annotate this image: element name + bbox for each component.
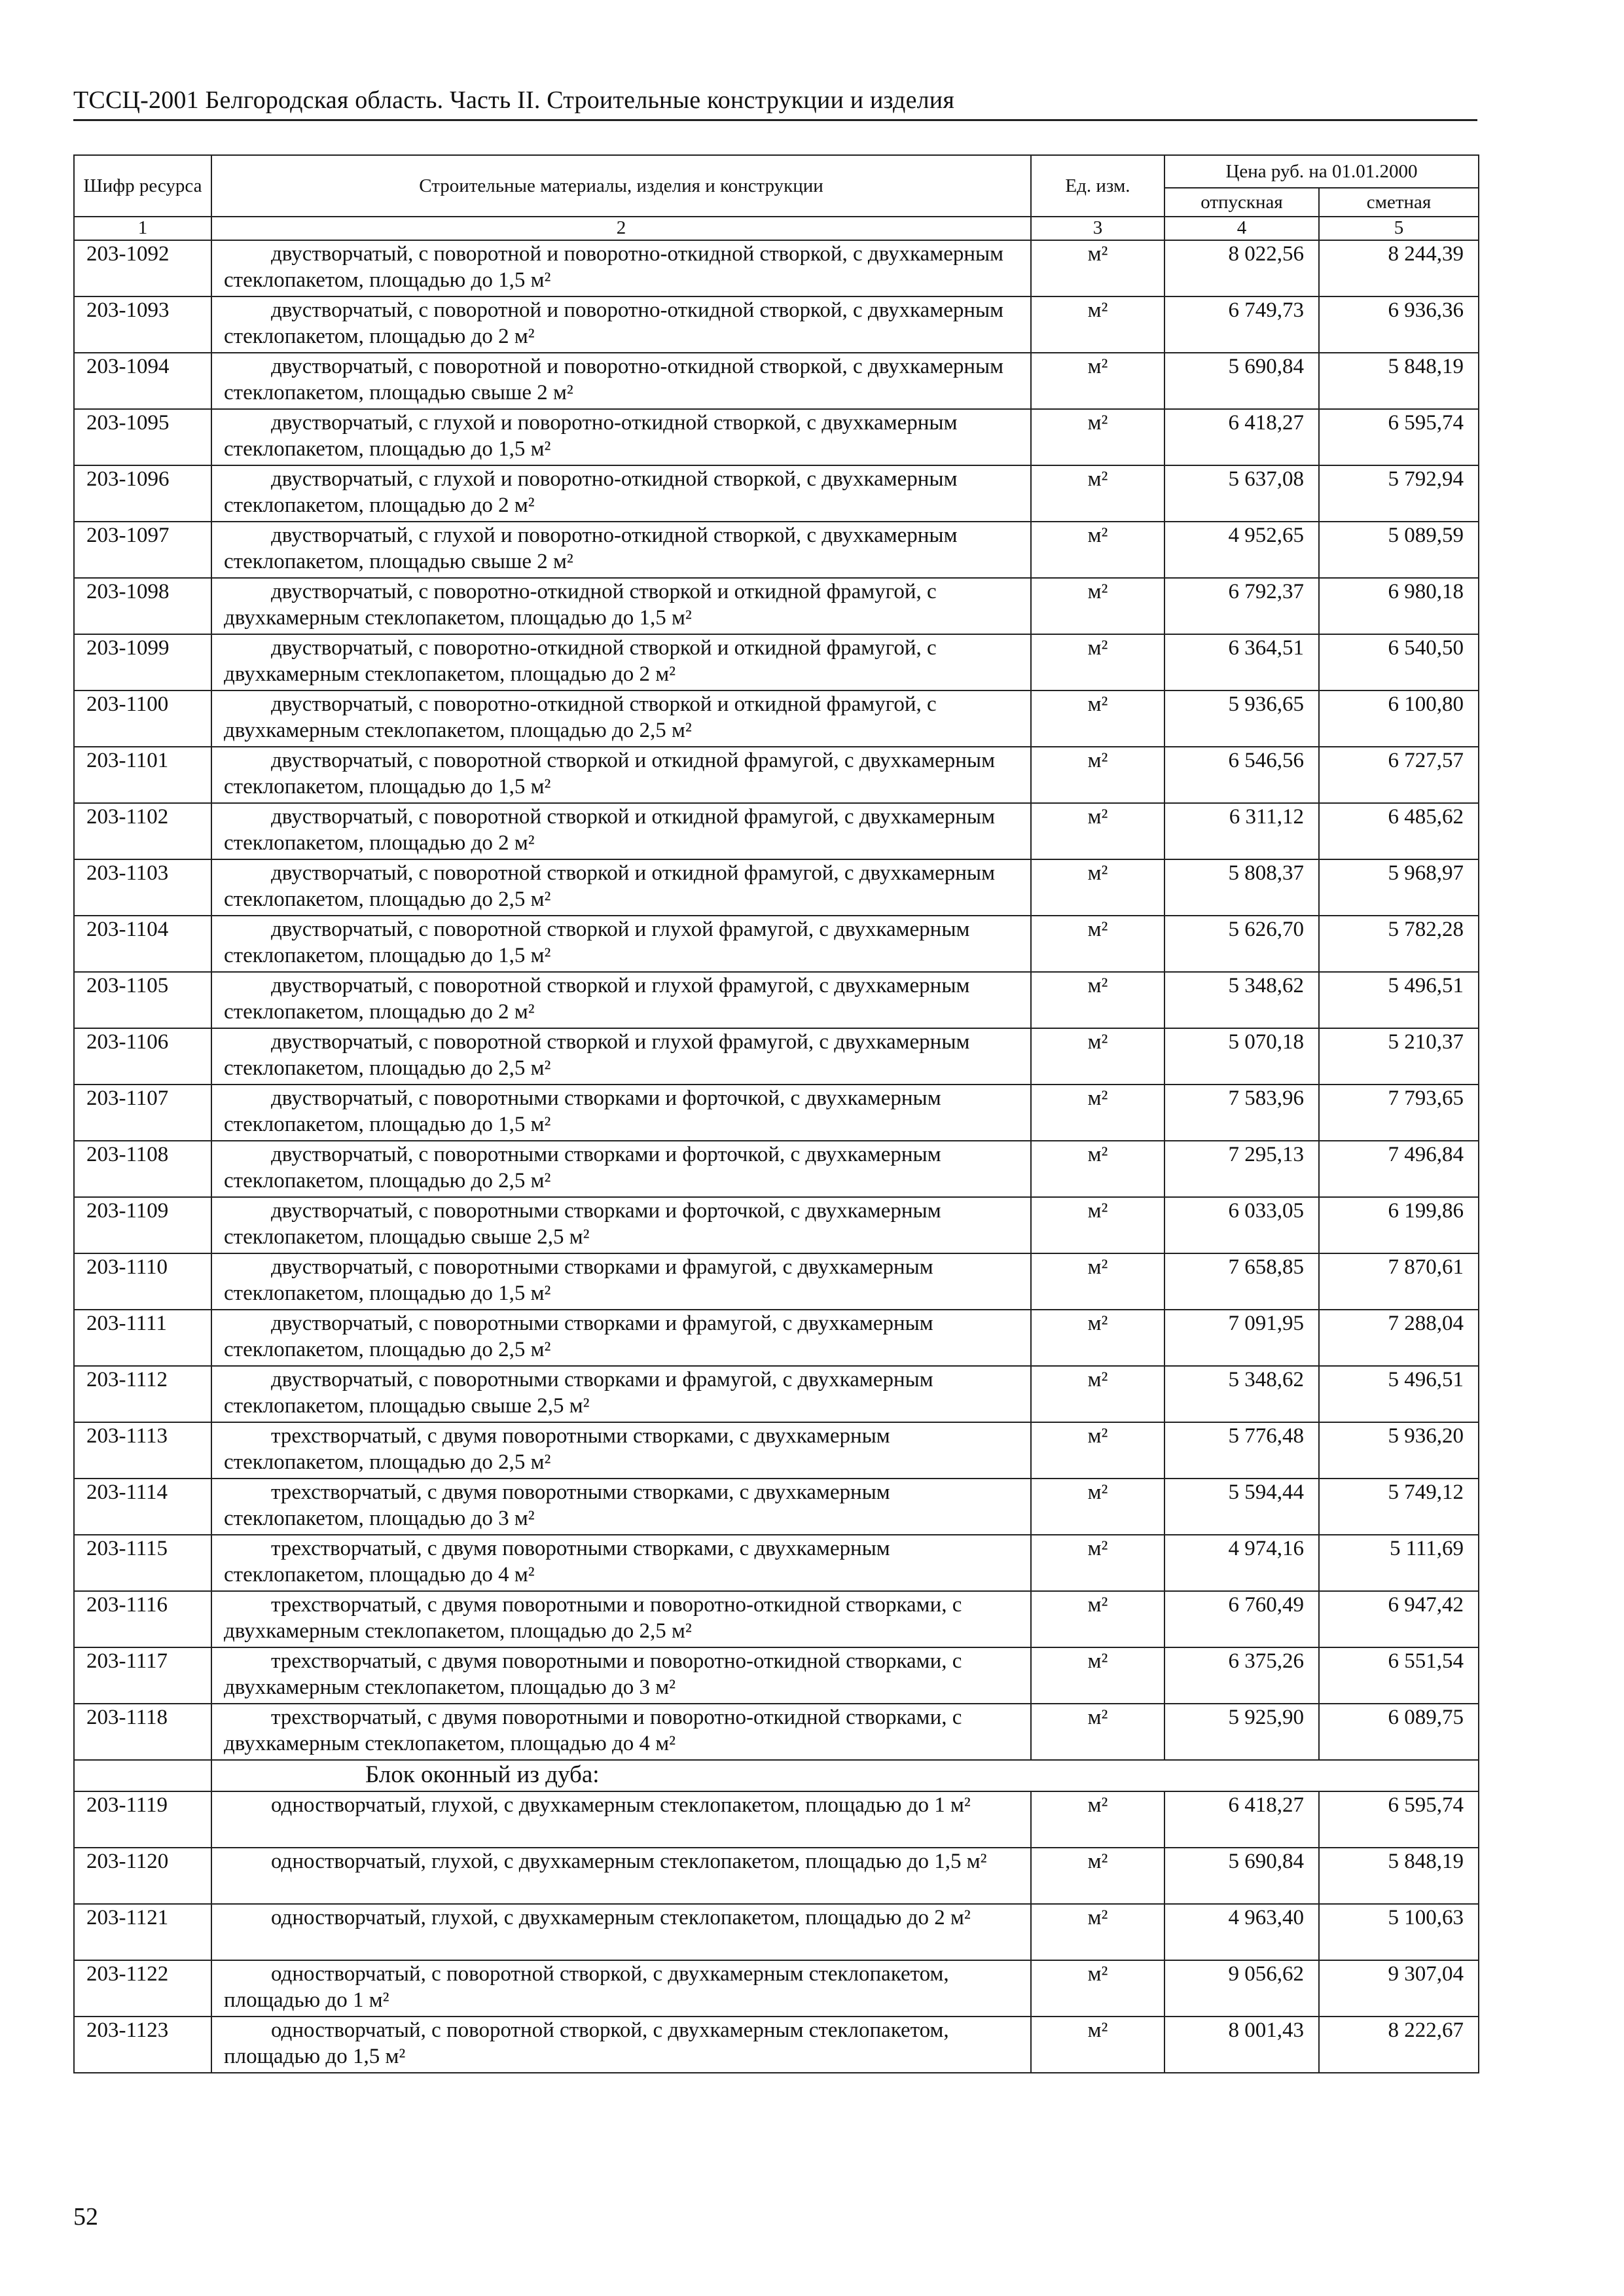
release-price-cell: 9 056,62	[1164, 1960, 1319, 2017]
table-row	[74, 1704, 1479, 1760]
unit-cell: м²	[1031, 1028, 1164, 1085]
estimate-price-cell: 6 595,74	[1319, 1791, 1479, 1848]
release-price-cell: 6 033,05	[1164, 1197, 1319, 1253]
table-row	[74, 1422, 1479, 1479]
col-header-code: Шифр ресурса	[74, 155, 211, 217]
column-number: 2	[211, 217, 1031, 240]
table-row	[74, 1085, 1479, 1141]
table-row	[74, 296, 1479, 353]
estimate-price-cell: 7 793,65	[1319, 1085, 1479, 1141]
unit-cell: м²	[1031, 1197, 1164, 1253]
release-price-cell: 6 375,26	[1164, 1647, 1319, 1704]
estimate-price-cell: 8 222,67	[1319, 2017, 1479, 2073]
resource-code-cell: 203-1104	[74, 916, 211, 972]
estimate-price-cell: 6 727,57	[1319, 747, 1479, 803]
unit-cell: м²	[1031, 1704, 1164, 1760]
unit-cell: м²	[1031, 1366, 1164, 1422]
resource-code-cell: 203-1103	[74, 859, 211, 916]
estimate-price-cell: 5 749,12	[1319, 1479, 1479, 1535]
table-row	[74, 1591, 1479, 1647]
resource-code-cell: 203-1102	[74, 803, 211, 859]
unit-cell: м²	[1031, 691, 1164, 747]
section-title: Блок оконный из дуба:	[211, 1760, 1479, 1791]
description-cell: двустворчатый, с поворотной и поворотно-откидной створкой, с двухкамерным стеклопакетом, площадью до 1,5 м²	[211, 240, 1031, 296]
release-price-cell: 5 808,37	[1164, 859, 1319, 916]
description-cell: двустворчатый, с поворотной и поворотно-откидной створкой, с двухкамерным стеклопакетом, площадью до 2 м²	[211, 296, 1031, 353]
release-price-cell: 5 348,62	[1164, 972, 1319, 1028]
col-header-description: Строительные материалы, изделия и конструкции	[211, 155, 1031, 217]
estimate-price-cell: 5 968,97	[1319, 859, 1479, 916]
table-row	[74, 522, 1479, 578]
resource-code-cell: 203-1109	[74, 1197, 211, 1253]
table-row	[74, 353, 1479, 409]
col-header-price-group: Цена руб. на 01.01.2000	[1164, 155, 1479, 188]
description-cell: двустворчатый, с поворотно-откидной створкой и откидной фрамугой, с двухкамерным стеклопакетом, площадью до 2,5 м²	[211, 691, 1031, 747]
table-row	[74, 803, 1479, 859]
table-row	[74, 2017, 1479, 2073]
release-price-cell: 5 925,90	[1164, 1704, 1319, 1760]
description-cell: двустворчатый, с поворотной створкой и глухой фрамугой, с двухкамерным стеклопакетом, площадью до 2,5 м²	[211, 1028, 1031, 1085]
estimate-price-cell: 6 595,74	[1319, 409, 1479, 465]
estimate-price-cell: 9 307,04	[1319, 1960, 1479, 2017]
release-price-cell: 4 974,16	[1164, 1535, 1319, 1591]
unit-cell: м²	[1031, 2017, 1164, 2073]
release-price-cell: 6 418,27	[1164, 1791, 1319, 1848]
estimate-price-cell: 5 792,94	[1319, 465, 1479, 522]
release-price-cell: 6 546,56	[1164, 747, 1319, 803]
resource-code-cell: 203-1101	[74, 747, 211, 803]
release-price-cell: 6 418,27	[1164, 409, 1319, 465]
release-price-cell: 8 022,56	[1164, 240, 1319, 296]
table-row	[74, 859, 1479, 916]
release-price-cell: 5 626,70	[1164, 916, 1319, 972]
table-row	[74, 240, 1479, 296]
estimate-price-cell: 5 848,19	[1319, 353, 1479, 409]
description-cell: двустворчатый, с поворотными створками и фрамугой, с двухкамерным стеклопакетом, площадью до 1,5 м²	[211, 1253, 1031, 1310]
estimate-price-cell: 5 111,69	[1319, 1535, 1479, 1591]
table-row	[74, 1197, 1479, 1253]
estimate-price-cell: 7 496,84	[1319, 1141, 1479, 1197]
unit-cell: м²	[1031, 1848, 1164, 1904]
release-price-cell: 6 760,49	[1164, 1591, 1319, 1647]
table-row	[74, 1310, 1479, 1366]
estimate-price-cell: 5 100,63	[1319, 1904, 1479, 1960]
description-cell: двустворчатый, с поворотной створкой и откидной фрамугой, с двухкамерным стеклопакетом, площадью до 1,5 м²	[211, 747, 1031, 803]
estimate-price-cell: 5 089,59	[1319, 522, 1479, 578]
unit-cell: м²	[1031, 916, 1164, 972]
unit-cell: м²	[1031, 1422, 1164, 1479]
table-row	[74, 1535, 1479, 1591]
resource-code-cell: 203-1123	[74, 2017, 211, 2073]
description-cell: двустворчатый, с глухой и поворотно-откидной створкой, с двухкамерным стеклопакетом, площадью до 1,5 м²	[211, 409, 1031, 465]
table-row	[74, 1141, 1479, 1197]
unit-cell: м²	[1031, 634, 1164, 691]
description-cell: двустворчатый, с поворотной створкой и откидной фрамугой, с двухкамерным стеклопакетом, площадью до 2,5 м²	[211, 859, 1031, 916]
unit-cell: м²	[1031, 1479, 1164, 1535]
column-number: 1	[74, 217, 211, 240]
unit-cell: м²	[1031, 1591, 1164, 1647]
description-cell: двустворчатый, с поворотными створками и форточкой, с двухкамерным стеклопакетом, площадью свыше 2,5 м²	[211, 1197, 1031, 1253]
resource-code-cell: 203-1107	[74, 1085, 211, 1141]
resource-code-cell: 203-1117	[74, 1647, 211, 1704]
description-cell: одностворчатый, глухой, с двухкамерным стеклопакетом, площадью до 1,5 м²	[211, 1848, 1031, 1904]
resource-code-cell: 203-1105	[74, 972, 211, 1028]
release-price-cell: 6 792,37	[1164, 578, 1319, 634]
description-cell: трехстворчатый, с двумя поворотными створками, с двухкамерным стеклопакетом, площадью до 2,5 м²	[211, 1422, 1031, 1479]
table-row	[74, 1366, 1479, 1422]
price-table	[73, 154, 1479, 2073]
unit-cell: м²	[1031, 465, 1164, 522]
description-cell: одностворчатый, глухой, с двухкамерным стеклопакетом, площадью до 2 м²	[211, 1904, 1031, 1960]
table-row	[74, 972, 1479, 1028]
release-price-cell: 4 952,65	[1164, 522, 1319, 578]
resource-code-cell: 203-1108	[74, 1141, 211, 1197]
col-header-unit: Ед. изм.	[1031, 155, 1164, 217]
release-price-cell: 4 963,40	[1164, 1904, 1319, 1960]
release-price-cell: 5 776,48	[1164, 1422, 1319, 1479]
description-cell: двустворчатый, с поворотной створкой и глухой фрамугой, с двухкамерным стеклопакетом, площадью до 1,5 м²	[211, 916, 1031, 972]
unit-cell: м²	[1031, 1791, 1164, 1848]
description-cell: одностворчатый, с поворотной створкой, с двухкамерным стеклопакетом, площадью до 1,5 м²	[211, 2017, 1031, 2073]
table-row	[74, 578, 1479, 634]
resource-code-cell: 203-1094	[74, 353, 211, 409]
release-price-cell: 8 001,43	[1164, 2017, 1319, 2073]
unit-cell: м²	[1031, 522, 1164, 578]
table-row	[74, 409, 1479, 465]
estimate-price-cell: 6 485,62	[1319, 803, 1479, 859]
resource-code-cell: 203-1122	[74, 1960, 211, 2017]
unit-cell: м²	[1031, 747, 1164, 803]
description-cell: двустворчатый, с поворотными створками и фрамугой, с двухкамерным стеклопакетом, площадью до 2,5 м²	[211, 1310, 1031, 1366]
table-row	[74, 747, 1479, 803]
page-number: 52	[73, 2203, 98, 2231]
resource-code-cell: 203-1118	[74, 1704, 211, 1760]
description-cell: двустворчатый, с поворотно-откидной створкой и откидной фрамугой, с двухкамерным стеклопакетом, площадью до 1,5 м²	[211, 578, 1031, 634]
resource-code-cell: 203-1100	[74, 691, 211, 747]
col-header-price-release: отпускная	[1164, 188, 1319, 217]
description-cell: двустворчатый, с поворотной и поворотно-откидной створкой, с двухкамерным стеклопакетом, площадью свыше 2 м²	[211, 353, 1031, 409]
unit-cell: м²	[1031, 1085, 1164, 1141]
estimate-price-cell: 5 782,28	[1319, 916, 1479, 972]
description-cell: двустворчатый, с поворотно-откидной створкой и откидной фрамугой, с двухкамерным стеклопакетом, площадью до 2 м²	[211, 634, 1031, 691]
unit-cell: м²	[1031, 803, 1164, 859]
resource-code-cell: 203-1111	[74, 1310, 211, 1366]
resource-code-cell: 203-1099	[74, 634, 211, 691]
table-row	[74, 1960, 1479, 2017]
description-cell: трехстворчатый, с двумя поворотными створками, с двухкамерным стеклопакетом, площадью до 4 м²	[211, 1535, 1031, 1591]
release-price-cell: 5 690,84	[1164, 1848, 1319, 1904]
release-price-cell: 5 070,18	[1164, 1028, 1319, 1085]
resource-code-cell: 203-1092	[74, 240, 211, 296]
unit-cell: м²	[1031, 1253, 1164, 1310]
resource-code-cell: 203-1097	[74, 522, 211, 578]
resource-code-cell: 203-1110	[74, 1253, 211, 1310]
release-price-cell: 6 749,73	[1164, 296, 1319, 353]
unit-cell: м²	[1031, 1535, 1164, 1591]
estimate-price-cell: 6 089,75	[1319, 1704, 1479, 1760]
table-row	[74, 1253, 1479, 1310]
table-row	[74, 1479, 1479, 1535]
header-rule	[73, 119, 1477, 121]
resource-code-cell: 203-1115	[74, 1535, 211, 1591]
unit-cell: м²	[1031, 409, 1164, 465]
resource-code-cell: 203-1106	[74, 1028, 211, 1085]
unit-cell: м²	[1031, 1904, 1164, 1960]
estimate-price-cell: 5 936,20	[1319, 1422, 1479, 1479]
col-header-price-estimate: сметная	[1319, 188, 1479, 217]
estimate-price-cell: 8 244,39	[1319, 240, 1479, 296]
estimate-price-cell: 5 496,51	[1319, 1366, 1479, 1422]
description-cell: двустворчатый, с поворотными створками и форточкой, с двухкамерным стеклопакетом, площадью до 1,5 м²	[211, 1085, 1031, 1141]
table-row	[74, 1028, 1479, 1085]
description-cell: двустворчатый, с глухой и поворотно-откидной створкой, с двухкамерным стеклопакетом, площадью до 2 м²	[211, 465, 1031, 522]
table-row	[74, 1904, 1479, 1960]
release-price-cell: 5 348,62	[1164, 1366, 1319, 1422]
resource-code-cell: 203-1114	[74, 1479, 211, 1535]
column-number: 3	[1031, 217, 1164, 240]
table-body-b	[74, 1791, 1479, 2073]
section-code-cell	[74, 1760, 211, 1791]
estimate-price-cell: 6 936,36	[1319, 296, 1479, 353]
release-price-cell: 7 091,95	[1164, 1310, 1319, 1366]
description-cell: двустворчатый, с глухой и поворотно-откидной створкой, с двухкамерным стеклопакетом, площадью свыше 2 м²	[211, 522, 1031, 578]
estimate-price-cell: 6 540,50	[1319, 634, 1479, 691]
unit-cell: м²	[1031, 1647, 1164, 1704]
release-price-cell: 5 594,44	[1164, 1479, 1319, 1535]
release-price-cell: 5 637,08	[1164, 465, 1319, 522]
release-price-cell: 7 295,13	[1164, 1141, 1319, 1197]
description-cell: трехстворчатый, с двумя поворотными створками, с двухкамерным стеклопакетом, площадью до 3 м²	[211, 1479, 1031, 1535]
release-price-cell: 6 311,12	[1164, 803, 1319, 859]
resource-code-cell: 203-1093	[74, 296, 211, 353]
column-number: 5	[1319, 217, 1479, 240]
description-cell: трехстворчатый, с двумя поворотными и поворотно-откидной створками, с двухкамерным стеклопакетом, площадью до 3 м²	[211, 1647, 1031, 1704]
description-cell: двустворчатый, с поворотными створками и фрамугой, с двухкамерным стеклопакетом, площадью свыше 2,5 м²	[211, 1366, 1031, 1422]
resource-code-cell: 203-1119	[74, 1791, 211, 1848]
resource-code-cell: 203-1121	[74, 1904, 211, 1960]
resource-code-cell: 203-1112	[74, 1366, 211, 1422]
estimate-price-cell: 6 947,42	[1319, 1591, 1479, 1647]
description-cell: двустворчатый, с поворотными створками и форточкой, с двухкамерным стеклопакетом, площадью до 2,5 м²	[211, 1141, 1031, 1197]
table-row	[74, 1848, 1479, 1904]
estimate-price-cell: 6 100,80	[1319, 691, 1479, 747]
description-cell: двустворчатый, с поворотной створкой и глухой фрамугой, с двухкамерным стеклопакетом, площадью до 2 м²	[211, 972, 1031, 1028]
estimate-price-cell: 6 199,86	[1319, 1197, 1479, 1253]
table-body-a	[74, 240, 1479, 1760]
estimate-price-cell: 7 870,61	[1319, 1253, 1479, 1310]
unit-cell: м²	[1031, 296, 1164, 353]
table-row	[74, 634, 1479, 691]
unit-cell: м²	[1031, 578, 1164, 634]
estimate-price-cell: 6 980,18	[1319, 578, 1479, 634]
estimate-price-cell: 5 210,37	[1319, 1028, 1479, 1085]
description-cell: трехстворчатый, с двумя поворотными и поворотно-откидной створками, с двухкамерным стеклопакетом, площадью до 2,5 м²	[211, 1591, 1031, 1647]
unit-cell: м²	[1031, 972, 1164, 1028]
release-price-cell: 5 936,65	[1164, 691, 1319, 747]
resource-code-cell: 203-1095	[74, 409, 211, 465]
resource-code-cell: 203-1120	[74, 1848, 211, 1904]
description-cell: двустворчатый, с поворотной створкой и откидной фрамугой, с двухкамерным стеклопакетом, площадью до 2 м²	[211, 803, 1031, 859]
table-row	[74, 1647, 1479, 1704]
unit-cell: м²	[1031, 859, 1164, 916]
column-number: 4	[1164, 217, 1319, 240]
release-price-cell: 5 690,84	[1164, 353, 1319, 409]
estimate-price-cell: 7 288,04	[1319, 1310, 1479, 1366]
table-row	[74, 916, 1479, 972]
estimate-price-cell: 6 551,54	[1319, 1647, 1479, 1704]
description-cell: одностворчатый, с поворотной створкой, с двухкамерным стеклопакетом, площадью до 1 м²	[211, 1960, 1031, 2017]
table-row	[74, 691, 1479, 747]
unit-cell: м²	[1031, 1141, 1164, 1197]
release-price-cell: 7 658,85	[1164, 1253, 1319, 1310]
resource-code-cell: 203-1096	[74, 465, 211, 522]
unit-cell: м²	[1031, 1960, 1164, 2017]
unit-cell: м²	[1031, 1310, 1164, 1366]
table-row	[74, 1791, 1479, 1848]
resource-code-cell: 203-1113	[74, 1422, 211, 1479]
estimate-price-cell: 5 848,19	[1319, 1848, 1479, 1904]
unit-cell: м²	[1031, 353, 1164, 409]
estimate-price-cell: 5 496,51	[1319, 972, 1479, 1028]
release-price-cell: 6 364,51	[1164, 634, 1319, 691]
unit-cell: м²	[1031, 240, 1164, 296]
document-header: ТССЦ-2001 Белгородская область. Часть II. Строительные конструкции и изделия	[73, 86, 955, 114]
resource-code-cell: 203-1098	[74, 578, 211, 634]
release-price-cell: 7 583,96	[1164, 1085, 1319, 1141]
resource-code-cell: 203-1116	[74, 1591, 211, 1647]
table-row	[74, 465, 1479, 522]
description-cell: трехстворчатый, с двумя поворотными и поворотно-откидной створками, с двухкамерным стеклопакетом, площадью до 4 м²	[211, 1704, 1031, 1760]
description-cell: одностворчатый, глухой, с двухкамерным стеклопакетом, площадью до 1 м²	[211, 1791, 1031, 1848]
